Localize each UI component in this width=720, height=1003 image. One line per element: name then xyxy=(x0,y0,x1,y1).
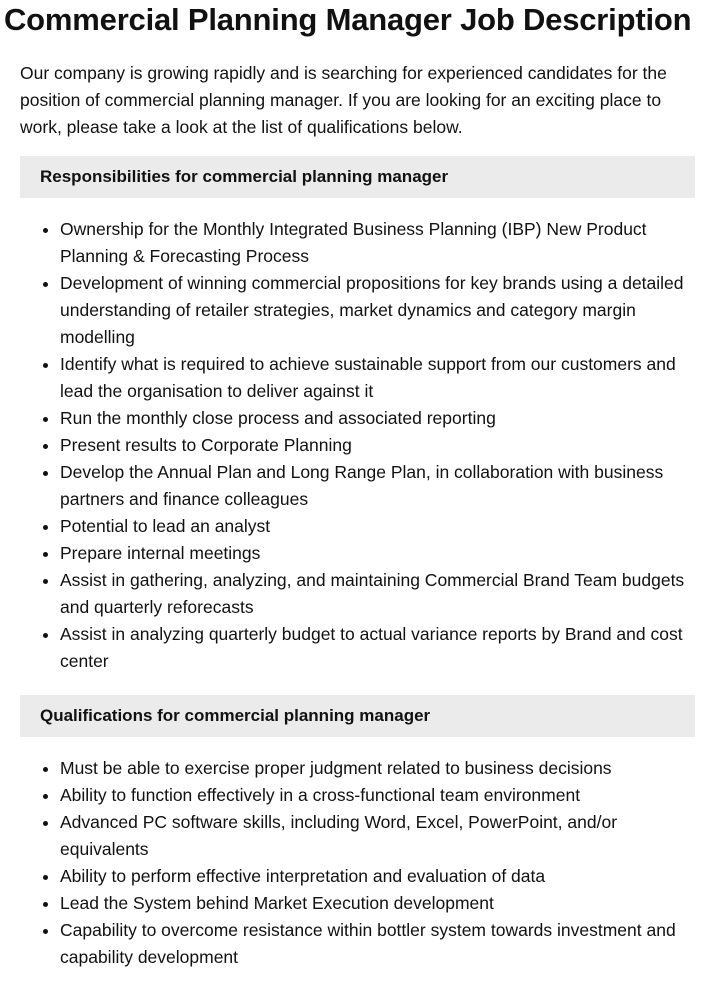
list-item: • Capability to overcome resistance within bottler system towards investment and capability development xyxy=(60,917,695,971)
qualifications-list xyxy=(20,755,695,971)
intro-paragraph: Our company is growing rapidly and is searching for experienced candidates for the position of commercial planning manager. If you are looking for an exciting place to work, please take a look at the list of qualifications below. xyxy=(20,63,667,137)
list-item: • Potential to lead an analyst xyxy=(60,513,695,540)
section-heading: Responsibilities for commercial planning manager xyxy=(20,156,695,198)
list-item: • Ability to perform effective interpretation and evaluation of data xyxy=(60,863,695,890)
list-item: • Ownership for the Monthly Integrated Business Planning (IBP) New Product Planning & Forecasting Process xyxy=(60,216,695,270)
list-item: • Assist in gathering, analyzing, and maintaining Commercial Brand Team budgets and quarterly reforecasts xyxy=(60,567,695,621)
list-item: • Advanced PC software skills, including Word, Excel, PowerPoint, and/or equivalents xyxy=(60,809,695,863)
list-item: • Present results to Corporate Planning xyxy=(60,432,695,459)
list-item: • Assist in analyzing quarterly budget to actual variance reports by Brand and cost center xyxy=(60,621,695,675)
page-title: Commercial Planning Manager Job Description xyxy=(4,2,692,37)
list-item: • Development of winning commercial propositions for key brands using a detailed understanding of retailer strategies, market dynamics and category margin modelling xyxy=(60,270,695,351)
responsibilities-list xyxy=(20,216,695,675)
section-heading: Qualifications for commercial planning manager xyxy=(20,695,695,737)
list-item: • Develop the Annual Plan and Long Range Plan, in collaboration with business partners and finance colleagues xyxy=(60,459,695,513)
list-item: • Identify what is required to achieve sustainable support from our customers and lead the organisation to deliver against it xyxy=(60,351,695,405)
list-item: • Must be able to exercise proper judgment related to business decisions xyxy=(60,755,695,782)
list-item: • Run the monthly close process and associated reporting xyxy=(60,405,695,432)
list-item: • Prepare internal meetings xyxy=(60,540,695,567)
qualifications-section xyxy=(20,695,695,971)
responsibilities-section xyxy=(20,156,695,675)
list-item: • Ability to function effectively in a cross-functional team environment xyxy=(60,782,695,809)
list-item: • Lead the System behind Market Execution development xyxy=(60,890,695,917)
